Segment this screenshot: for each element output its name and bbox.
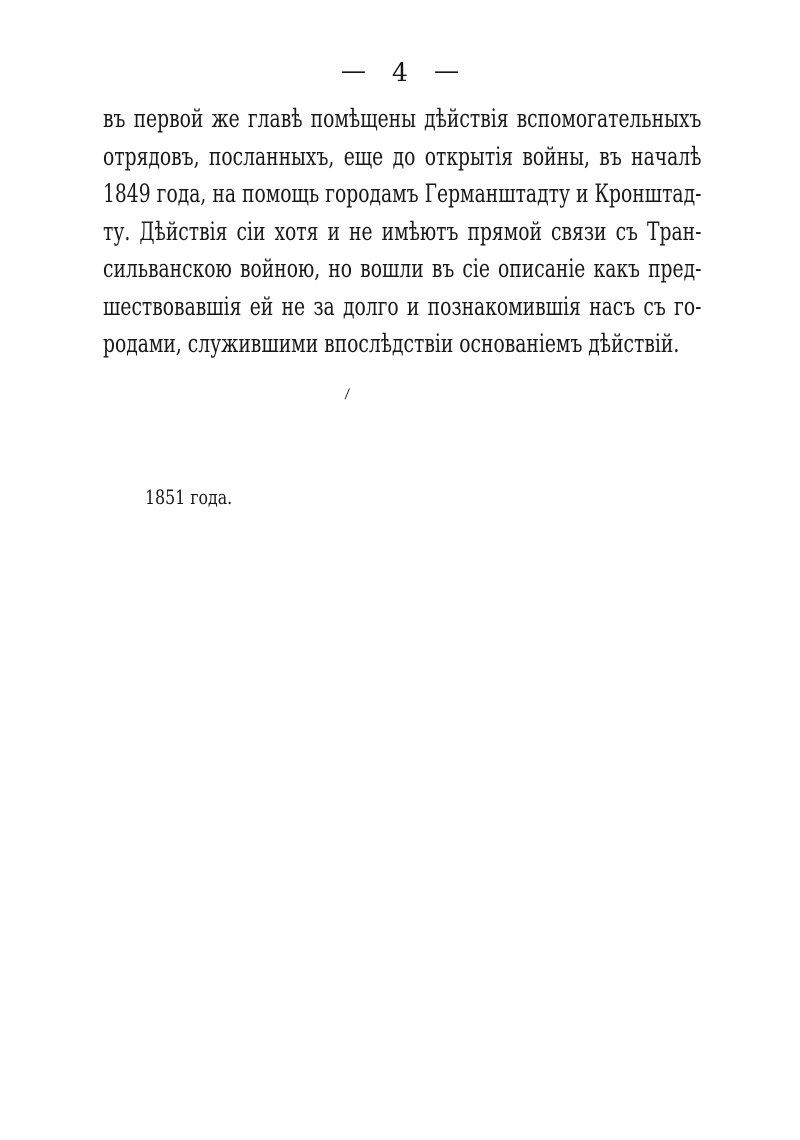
body-paragraph [103, 100, 701, 363]
paragraph-line-1: въ первой же главѣ помѣщены дѣйствія вспомогательныхъ [103, 104, 702, 133]
paragraph-line-7: родами, служившими впослѣдствіи основаніемъ дѣйствій. [103, 329, 680, 358]
paragraph-line-2: отрядовъ, посланныхъ, еще до открытія войны, въ началѣ [103, 141, 702, 171]
header-dash-right: — [433, 56, 459, 85]
page-number: 4 [392, 58, 408, 87]
paragraph-line-6: шествовавшія ей не за долго и познакомившія насъ съ го- [103, 291, 702, 321]
footer-date: 1851 года. [145, 485, 233, 509]
paragraph-line-4: ту. Дѣйствія сіи хотя и не имѣютъ прямой связи съ Тран- [103, 216, 702, 246]
paragraph-line-5: сильванскою войною, но вошли въ сіе описаніе какъ пред- [103, 254, 702, 283]
running-head [0, 58, 800, 88]
paragraph-line-3: 1849 года, на помощь городамъ Германштадту и Кронштад- [103, 179, 702, 208]
header-dash-left: — [341, 56, 367, 85]
stray-ink-mark: / [344, 387, 351, 402]
